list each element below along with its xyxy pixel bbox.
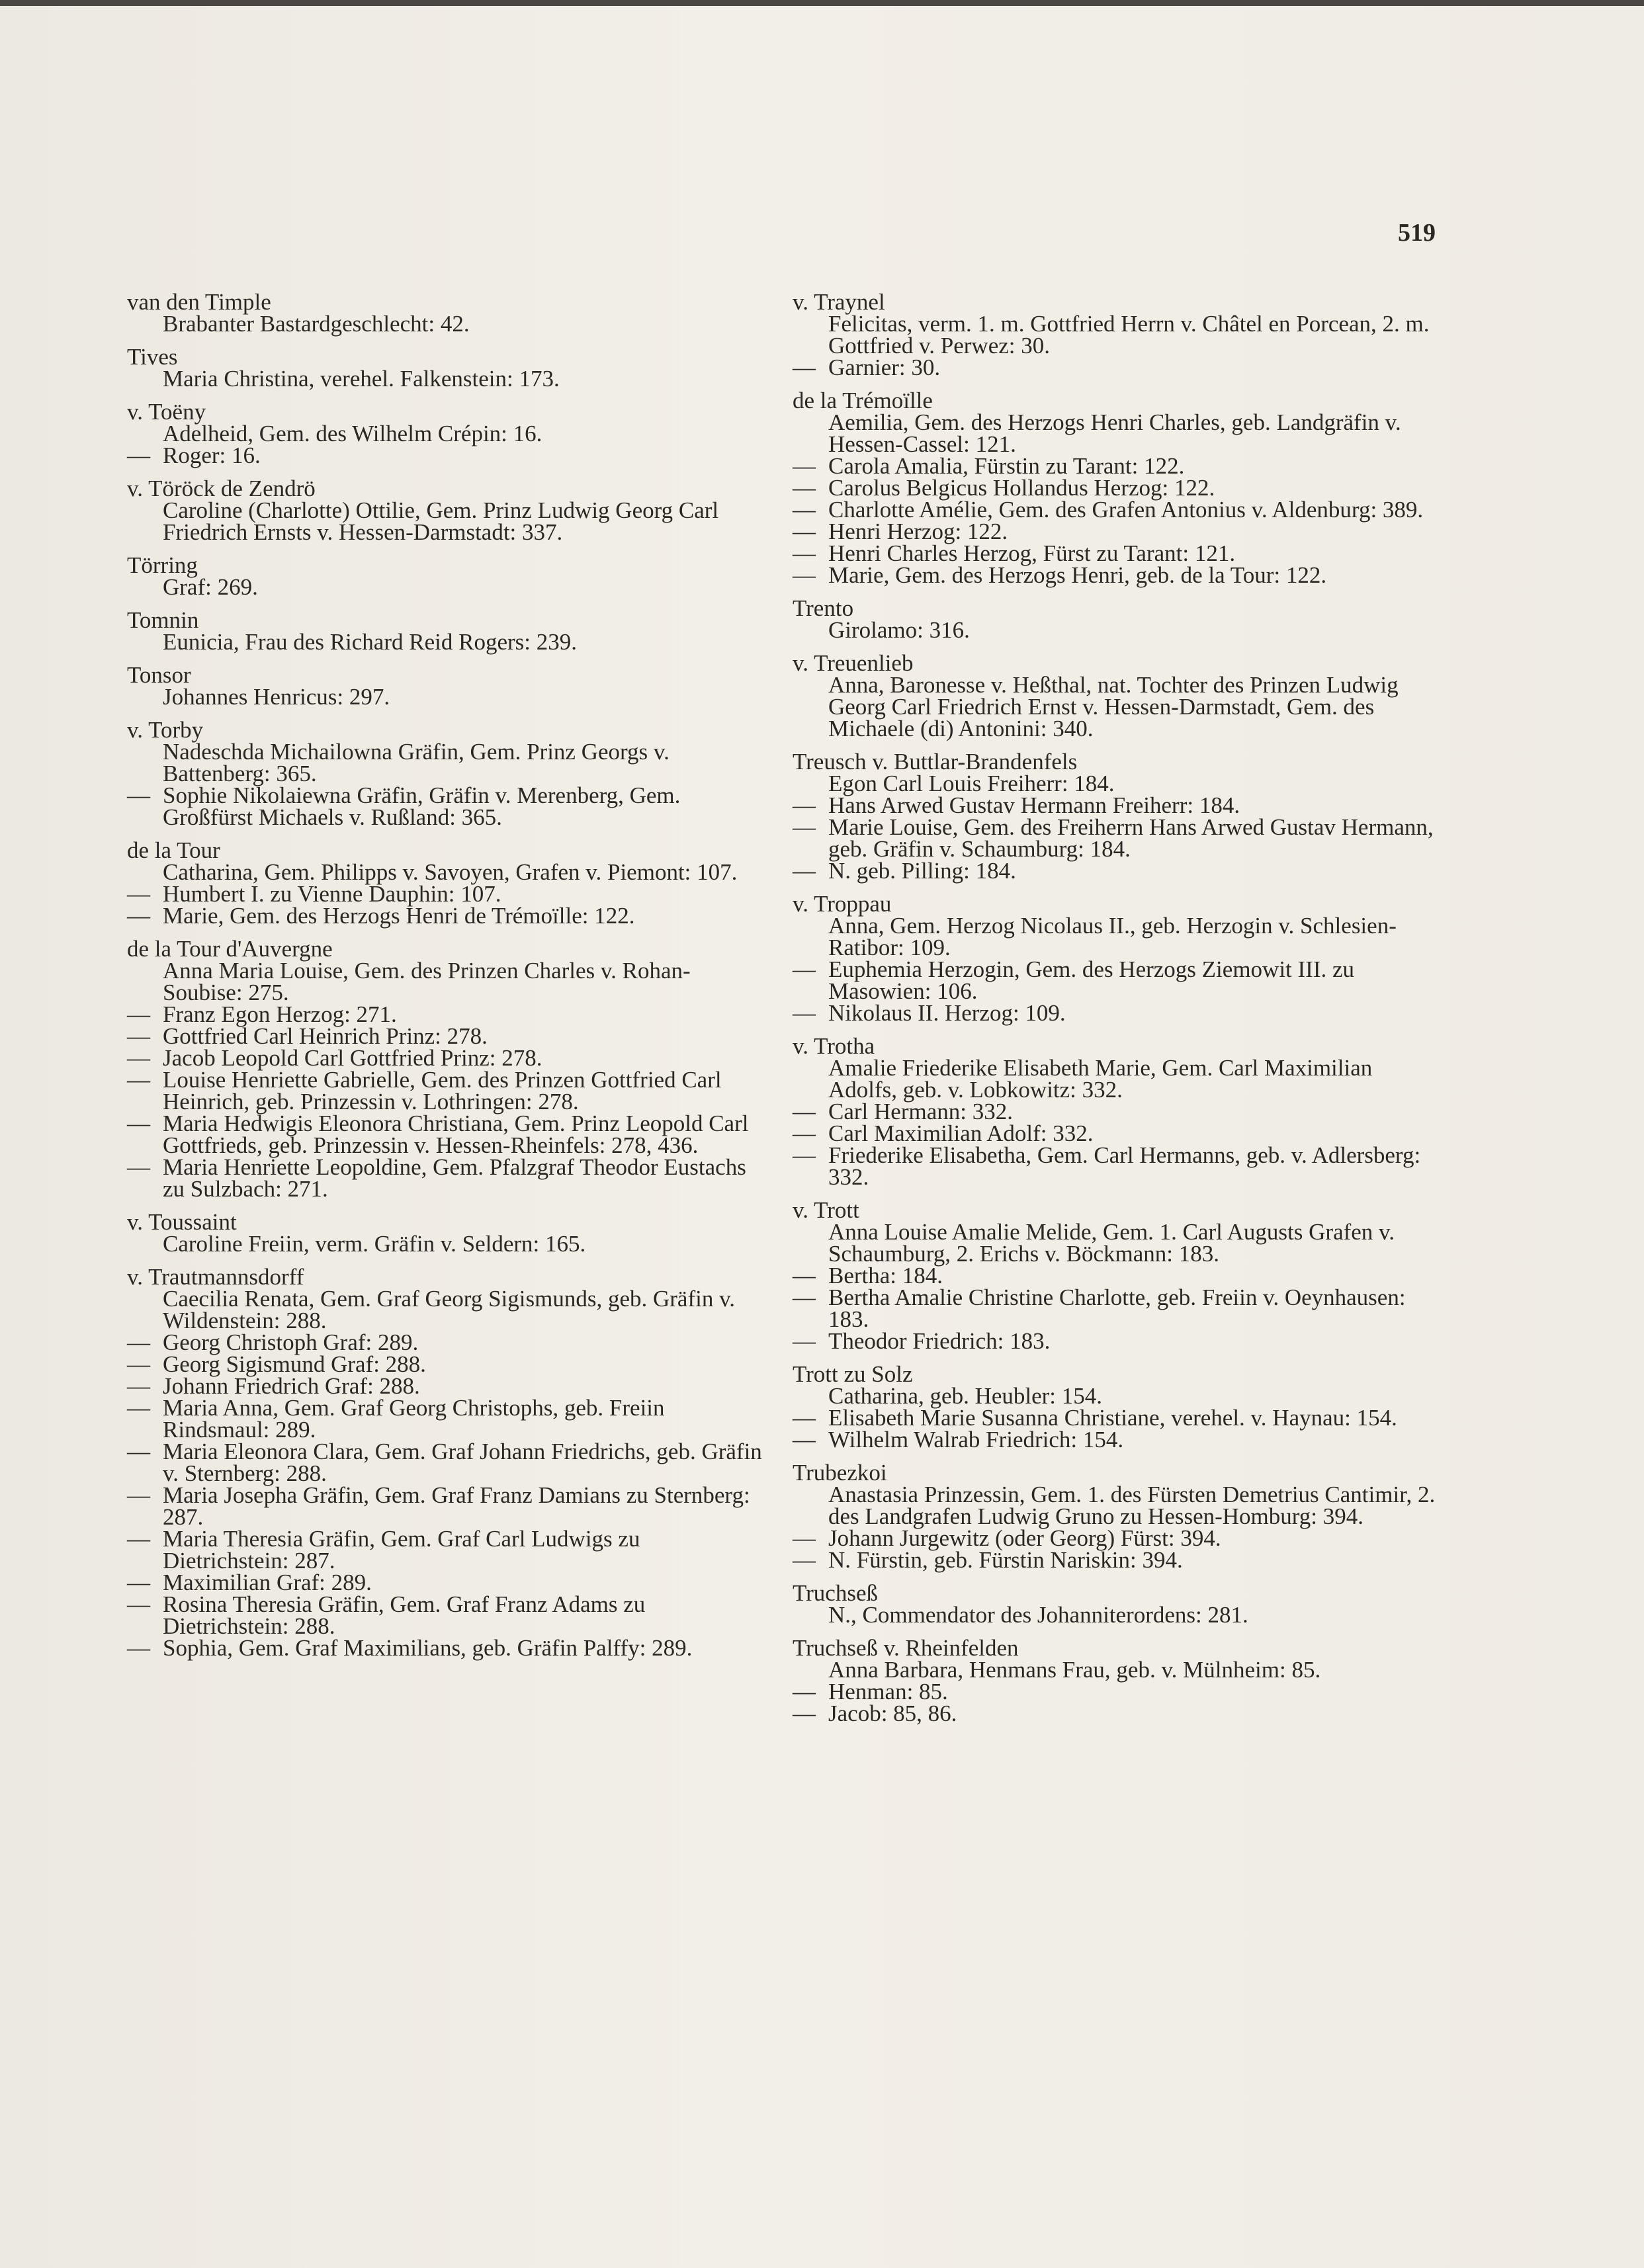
index-subentry-continued (793, 1101, 1436, 1122)
dash-mark: — (127, 1635, 150, 1661)
index-subentry-continued (127, 1353, 770, 1375)
subentry-text: Maria Anna, Gem. Graf Georg Christophs, geb. Freiin Rindsmaul: 289. (163, 1395, 665, 1443)
subentry-text: Maria Henriette Leopoldine, Gem. Pfalzgraf Theodor Eustachs zu Sulzbach: 271. (163, 1154, 746, 1202)
index-subentry-continued (793, 1144, 1436, 1188)
dash-mark: — (793, 858, 816, 884)
subentry-text: Johannes Henricus: 297. (163, 684, 390, 710)
subentry-text: Marie, Gem. des Herzogs Henri, geb. de la Tour: 122. (828, 562, 1327, 588)
subentry-text: Jacob: 85, 86. (828, 1701, 957, 1726)
index-entry (793, 751, 1436, 882)
index-entry-heading: Törring (127, 552, 198, 578)
subentry-text: Amalie Friederike Elisabeth Marie, Gem. Carl Maximilian Adolfs, geb. v. Lobkowitz: 332. (828, 1055, 1373, 1103)
index-subentry (127, 1288, 770, 1331)
dash-mark: — (793, 1142, 816, 1168)
index-entry (127, 1266, 770, 1659)
page-number: 519 (1398, 219, 1436, 247)
subentry-text: Sophie Nikolaiewna Gräfin, Gräfin v. Merenberg, Gem. Großfürst Michaels v. Rußland: 365. (163, 782, 681, 830)
dash-mark: — (793, 1120, 816, 1146)
index-subentry-continued (793, 521, 1436, 542)
index-subentry-continued (127, 1637, 770, 1659)
dash-mark: — (793, 1405, 816, 1431)
index-subentry-continued (793, 564, 1436, 586)
subentry-text: Catharina, Gem. Philipps v. Savoyen, Grafen v. Piemont: 107. (163, 859, 738, 885)
index-subentry (793, 1385, 1436, 1407)
subentry-text: Maximilian Graf: 289. (163, 1570, 372, 1595)
subentry-text: Elisabeth Marie Susanna Christiane, verehel. v. Haynau: 154. (828, 1405, 1397, 1431)
index-entry-heading: v. Traynel (793, 289, 885, 315)
subentry-text: Roger: 16. (163, 442, 261, 468)
subentry-text: N. geb. Pilling: 184. (828, 858, 1016, 884)
dash-mark: — (127, 1154, 150, 1180)
index-subentry-continued (127, 784, 770, 828)
index-subentry (127, 741, 770, 784)
dash-mark: — (127, 1111, 150, 1136)
dash-mark: — (793, 497, 816, 523)
subentry-text: Maria Hedwigis Eleonora Christiana, Gem. Prinz Leopold Carl Gottfrieds, geb. Prinzessin v. Hessen-Rheinfels: 278, 436. (163, 1111, 749, 1158)
index-subentry-continued (127, 1113, 770, 1156)
subentry-text: Theodor Friedrich: 183. (828, 1328, 1051, 1354)
index-subentry-continued (127, 1593, 770, 1637)
index-entry-heading: Tives (127, 344, 178, 370)
subentry-text: Carola Amalia, Fürstin zu Tarant: 122. (828, 453, 1185, 479)
dash-mark: — (793, 453, 816, 479)
subentry-text: Carl Hermann: 332. (828, 1099, 1013, 1124)
index-entry-heading: v. Toussaint (127, 1209, 237, 1235)
index-entry-heading: de la Trémoïlle (793, 388, 933, 413)
index-entry (793, 1199, 1436, 1352)
dash-mark: — (793, 956, 816, 982)
subentry-text: Georg Sigismund Graf: 288. (163, 1351, 426, 1377)
index-subentry (127, 313, 770, 335)
index-entry (127, 291, 770, 335)
index-column-right (793, 291, 1436, 1736)
subentry-text: Marie Louise, Gem. des Freiherrn Hans Arwed Gustav Hermann, geb. Gräfin v. Schaumburg: 184. (828, 814, 1434, 862)
dash-mark: — (793, 1328, 816, 1354)
index-entry-heading: v. Toëny (127, 399, 206, 425)
subentry-text: Maria Eleonora Clara, Gem. Graf Johann Friedrichs, geb. Gräfin v. Sternberg: 288. (163, 1439, 762, 1486)
index-subentry-continued (793, 1681, 1436, 1702)
subentry-text: Caecilia Renata, Gem. Graf Georg Sigismunds, geb. Gräfin v. Wildenstein: 288. (163, 1286, 736, 1333)
index-entry-heading: Trott zu Solz (793, 1361, 913, 1387)
dash-mark: — (793, 1000, 816, 1026)
index-subentry-continued (127, 1441, 770, 1484)
subentry-text: Anna, Gem. Herzog Nicolaus II., geb. Herzogin v. Schlesien-Ratibor: 109. (828, 913, 1397, 960)
dash-mark: — (127, 1591, 150, 1617)
subentry-text: Carolus Belgicus Hollandus Herzog: 122. (828, 475, 1215, 501)
index-entry-heading: de la Tour (127, 837, 220, 863)
subentry-text: Carl Maximilian Adolf: 332. (828, 1120, 1094, 1146)
index-entry (127, 478, 770, 543)
dash-mark: — (793, 1284, 816, 1310)
subentry-text: Caroline Freiin, verm. Gräfin v. Seldern: 165. (163, 1231, 586, 1257)
index-entry-heading: Tonsor (127, 662, 191, 688)
index-entry (127, 938, 770, 1200)
dash-mark: — (793, 1679, 816, 1704)
index-subentry (793, 773, 1436, 794)
subentry-text: Johann Jurgewitz (oder Georg) Fürst: 394. (828, 1525, 1221, 1551)
index-subentry-continued (793, 477, 1436, 499)
dash-mark: — (793, 1263, 816, 1288)
index-subentry-continued (127, 1375, 770, 1397)
subentry-text: Anna, Baronesse v. Heßthal, nat. Tochter des Prinzen Ludwig Georg Carl Friedrich Ernst v. Hessen-Darmstadt, Gem. des Michaele (di) Antonini: 340. (828, 672, 1399, 741)
index-subentry (127, 686, 770, 708)
index-entry (127, 1211, 770, 1255)
index-subentry-continued (127, 1156, 770, 1200)
index-entry-heading: Trubezkoi (793, 1460, 887, 1486)
index-subentry (127, 861, 770, 883)
subentry-text: Johann Friedrich Graf: 288. (163, 1373, 420, 1399)
dash-mark: — (793, 540, 816, 566)
index-entry (127, 346, 770, 390)
index-entry-heading: van den Timple (127, 289, 271, 315)
dash-mark: — (127, 1439, 150, 1464)
subentry-text: Henman: 85. (828, 1679, 948, 1704)
index-entry (793, 1582, 1436, 1626)
dash-mark: — (793, 814, 816, 840)
subentry-text: Bertha Amalie Christine Charlotte, geb. Freiin v. Oeynhausen: 183. (828, 1284, 1406, 1332)
index-entry (793, 291, 1436, 378)
index-entry (793, 390, 1436, 586)
subentry-text: Graf: 269. (163, 574, 258, 600)
dash-mark: — (793, 1547, 816, 1573)
index-subentry (793, 674, 1436, 739)
index-subentry-continued (127, 1484, 770, 1528)
index-subentry-continued (127, 1003, 770, 1025)
index-subentry (793, 1604, 1436, 1626)
subentry-text: Franz Egon Herzog: 271. (163, 1001, 397, 1027)
subentry-text: Caroline (Charlotte) Ottilie, Gem. Prinz Ludwig Georg Carl Friedrich Ernsts v. Hessen-Darmstadt: 337. (163, 497, 719, 545)
index-subentry-continued (793, 1527, 1436, 1549)
index-entry-heading: de la Tour d'Auvergne (127, 936, 333, 962)
index-subentry-continued (127, 1047, 770, 1069)
subentry-text: Gottfried Carl Heinrich Prinz: 278. (163, 1023, 488, 1049)
index-entry (127, 839, 770, 927)
index-subentry (127, 576, 770, 598)
dash-mark: — (127, 782, 150, 808)
dash-mark: — (793, 355, 816, 380)
dash-mark: — (127, 1570, 150, 1595)
subentry-text: Maria Theresia Gräfin, Gem. Graf Carl Ludwigs zu Dietrichstein: 287. (163, 1526, 640, 1574)
dash-mark: — (127, 1395, 150, 1421)
dash-mark: — (127, 903, 150, 929)
dash-mark: — (793, 1525, 816, 1551)
index-entry-heading: v. Töröck de Zendrö (127, 476, 316, 501)
index-entry (127, 401, 770, 466)
index-subentry (127, 1233, 770, 1255)
subentry-text: Anna Barbara, Henmans Frau, geb. v. Mülnheim: 85. (828, 1657, 1321, 1683)
subentry-text: Maria Christina, verehel. Falkenstein: 173. (163, 366, 560, 392)
subentry-text: N. Fürstin, geb. Fürstin Nariskin: 394. (828, 1547, 1183, 1573)
index-subentry-continued (793, 542, 1436, 564)
index-entry-heading: v. Trotha (793, 1033, 875, 1059)
dash-mark: — (127, 1045, 150, 1071)
index-subentry-continued (793, 1330, 1436, 1352)
index-entry (127, 609, 770, 653)
index-subentry-continued (127, 1397, 770, 1441)
index-subentry (793, 313, 1436, 357)
subentry-text: Jacob Leopold Carl Gottfried Prinz: 278. (163, 1045, 542, 1071)
subentry-text: Euphemia Herzogin, Gem. des Herzogs Ziemowit III. zu Masowien: 106. (828, 956, 1355, 1004)
index-subentry-continued (793, 1702, 1436, 1724)
index-subentry-continued (793, 1286, 1436, 1330)
index-entry-heading: Truchseß v. Rheinfelden (793, 1635, 1019, 1661)
index-subentry (793, 411, 1436, 455)
subentry-text: Anastasia Prinzessin, Gem. 1. des Fürsten Demetrius Cantimir, 2. des Landgrafen Ludwig Gruno zu Hessen-Homburg: 394. (828, 1482, 1436, 1529)
index-subentry (127, 631, 770, 653)
index-entry-heading: v. Torby (127, 717, 204, 743)
subentry-text: Nikolaus II. Herzog: 109. (828, 1000, 1066, 1026)
index-subentry-continued (793, 357, 1436, 378)
subentry-text: Catharina, geb. Heubler: 154. (828, 1383, 1103, 1409)
dash-mark: — (793, 519, 816, 544)
index-subentry (793, 915, 1436, 958)
subentry-text: Anna Louise Amalie Melide, Gem. 1. Carl Augusts Grafen v. Schaumburg, 2. Erichs v. Böckmann: 183. (828, 1219, 1395, 1267)
subentry-text: Wilhelm Walrab Friedrich: 154. (828, 1427, 1124, 1452)
subentry-text: Adelheid, Gem. des Wilhelm Crépin: 16. (163, 421, 542, 446)
subentry-text: Marie, Gem. des Herzogs Henri de Trémoïlle: 122. (163, 903, 635, 929)
dash-mark: — (127, 1329, 150, 1355)
index-subentry-continued (793, 794, 1436, 816)
dash-mark: — (793, 562, 816, 588)
index-entry-heading: v. Trott (793, 1197, 859, 1223)
dash-mark: — (793, 1701, 816, 1726)
index-subentry-continued (793, 816, 1436, 860)
index-column-left (127, 291, 770, 1670)
index-subentry-continued (127, 444, 770, 466)
index-entry (793, 652, 1436, 739)
dash-mark: — (127, 1023, 150, 1049)
index-entry-heading: Trento (793, 595, 854, 621)
subentry-text: Bertha: 184. (828, 1263, 943, 1288)
subentry-text: Eunicia, Frau des Richard Reid Rogers: 239. (163, 629, 577, 655)
index-subentry-continued (793, 860, 1436, 882)
index-subentry-continued (127, 1528, 770, 1572)
dash-mark: — (793, 792, 816, 818)
index-subentry (793, 1221, 1436, 1265)
index-subentry (793, 619, 1436, 641)
index-entry (127, 719, 770, 828)
index-entry (127, 554, 770, 598)
subentry-text: Nadeschda Michailowna Gräfin, Gem. Prinz Georgs v. Battenberg: 365. (163, 739, 670, 786)
index-entry-heading: v. Trautmannsdorff (127, 1264, 304, 1290)
subentry-text: Louise Henriette Gabrielle, Gem. des Prinzen Gottfried Carl Heinrich, geb. Prinzessin v. Lothringen: 278. (163, 1067, 722, 1114)
subentry-text: Garnier: 30. (828, 355, 941, 380)
index-subentry-continued (793, 1407, 1436, 1429)
dash-mark: — (127, 1351, 150, 1377)
index-subentry-continued (793, 499, 1436, 521)
index-subentry (127, 423, 770, 444)
subentry-text: Georg Christoph Graf: 289. (163, 1329, 419, 1355)
subentry-text: Brabanter Bastardgeschlecht: 42. (163, 311, 470, 337)
index-subentry-continued (127, 1069, 770, 1113)
index-subentry-continued (793, 1002, 1436, 1024)
index-subentry (793, 1057, 1436, 1101)
index-entry-heading: Treusch v. Buttlar-Brandenfels (793, 749, 1078, 775)
subentry-text: Felicitas, verm. 1. m. Gottfried Herrn v. Châtel en Porcean, 2. m. Gottfried v. Perwez: 30. (828, 311, 1430, 358)
dash-mark: — (127, 1482, 150, 1508)
dash-mark: — (127, 881, 150, 907)
index-entry-heading: v. Troppau (793, 891, 892, 917)
index-subentry-continued (127, 883, 770, 905)
index-subentry-continued (127, 1331, 770, 1353)
index-subentry-continued (793, 958, 1436, 1002)
index-subentry (793, 1659, 1436, 1681)
index-entry (793, 893, 1436, 1024)
dash-mark: — (127, 1526, 150, 1552)
subentry-text: Sophia, Gem. Graf Maximilians, geb. Gräfin Palffy: 289. (163, 1635, 693, 1661)
index-entry (127, 664, 770, 708)
index-subentry-continued (793, 455, 1436, 477)
subentry-text: Humbert I. zu Vienne Dauphin: 107. (163, 881, 501, 907)
dash-mark: — (793, 475, 816, 501)
index-subentry-continued (793, 1122, 1436, 1144)
page-top-edge (0, 0, 1644, 6)
index-subentry (127, 368, 770, 390)
index-subentry-continued (127, 905, 770, 927)
index-entry-heading: v. Treuenlieb (793, 650, 914, 676)
index-subentry (127, 960, 770, 1003)
subentry-text: N., Commendator des Johanniterordens: 281. (828, 1602, 1248, 1628)
dash-mark: — (127, 1001, 150, 1027)
subentry-text: Charlotte Amélie, Gem. des Grafen Antonius v. Aldenburg: 389. (828, 497, 1424, 523)
subentry-text: Hans Arwed Gustav Hermann Freiherr: 184. (828, 792, 1240, 818)
index-subentry-continued (793, 1549, 1436, 1571)
index-subentry (127, 499, 770, 543)
subentry-text: Friederike Elisabetha, Gem. Carl Hermanns, geb. v. Adlersberg: 332. (828, 1142, 1421, 1190)
subentry-text: Egon Carl Louis Freiherr: 184. (828, 771, 1115, 796)
index-entry (793, 597, 1436, 641)
dash-mark: — (793, 1099, 816, 1124)
index-entry-heading: Truchseß (793, 1580, 878, 1606)
index-entry (793, 1035, 1436, 1188)
index-entry (793, 1462, 1436, 1571)
dash-mark: — (793, 1427, 816, 1452)
subentry-text: Henri Charles Herzog, Fürst zu Tarant: 121. (828, 540, 1236, 566)
index-subentry-continued (127, 1572, 770, 1593)
dash-mark: — (127, 442, 150, 468)
index-subentry (793, 1484, 1436, 1527)
index-entry (793, 1637, 1436, 1724)
index-subentry-continued (793, 1265, 1436, 1286)
subentry-text: Maria Josepha Gräfin, Gem. Graf Franz Damians zu Sternberg: 287. (163, 1482, 750, 1530)
subentry-text: Anna Maria Louise, Gem. des Prinzen Charles v. Rohan-Soubise: 275. (163, 958, 691, 1005)
index-subentry-continued (127, 1025, 770, 1047)
subentry-text: Henri Herzog: 122. (828, 519, 1008, 544)
subentry-text: Rosina Theresia Gräfin, Gem. Graf Franz Adams zu Dietrichstein: 288. (163, 1591, 646, 1639)
dash-mark: — (127, 1373, 150, 1399)
subentry-text: Aemilia, Gem. des Herzogs Henri Charles, geb. Landgräfin v. Hessen-Cassel: 121. (828, 409, 1401, 457)
index-entry-heading: Tomnin (127, 607, 199, 633)
dash-mark: — (127, 1067, 150, 1093)
index-subentry-continued (793, 1429, 1436, 1450)
subentry-text: Girolamo: 316. (828, 617, 970, 643)
index-entry (793, 1363, 1436, 1450)
